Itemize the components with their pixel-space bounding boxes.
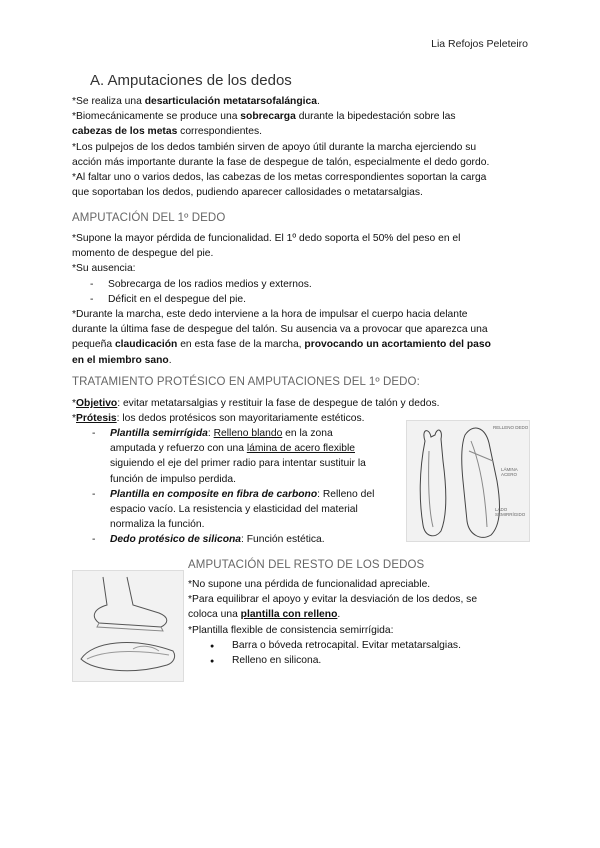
list-item: ● Relleno en silicona. <box>210 653 528 668</box>
section-title: A. Amputaciones de los dedos <box>90 72 292 89</box>
treatment-block: *Objetivo: evitar metatarsalgias y restituir la fase de despegue de talón y dedos. *Prótesis: los dedos protésicos son mayoritariamente estéticos. <box>72 398 440 425</box>
insole-illustration <box>407 421 529 541</box>
first-toe-block: *Supone la mayor pérdida de funcionalidad. El 1º dedo soporta el 50% del peso en el momento de despegue del pie. *Su ausencia: - Sobrecarga de los radios medios y externos. - Déficit en el despegue del pie. *Durante la marcha, este dedo interviene a la hora de impulsar el cuerpo hacia delante durante la última fase de despegue del talón. Su ausencia va a provocar que aparezca una pequeña claudicación en esta fase de la marcha, provocando un acortamiento del paso en el miembro sano. <box>72 231 532 368</box>
intro-block <box>72 94 532 200</box>
list-item: - Sobrecarga de los radios medios y externos. <box>88 277 532 292</box>
figure-label: LADO SEMIRRÍGIDO <box>495 507 526 517</box>
intro-line: *Al faltar uno o varios dedos, las cabezas de los metas correspondientes soportan la carga <box>72 172 487 184</box>
list-item: - Plantilla semirrígida: Relleno blando en la zona amputada y refuerzo con una lámina de acero flexible siguiendo el eje del primer radio para intentar sustituir la función de impulso perdida. <box>90 426 410 487</box>
prosthesis-list <box>90 426 410 548</box>
intro-line: *Se realiza una desarticulación metatarsofalángica. <box>72 96 320 107</box>
list-item: ● Barra o bóveda retrocapital. Evitar metatarsalgias. <box>210 638 528 653</box>
heading-first-toe: AMPUTACIÓN DEL 1º DEDO <box>72 212 226 224</box>
figure-label: RELLENO DEDO <box>493 425 529 430</box>
rest-toes-block: *No supone una pérdida de funcionalidad apreciable. *Para equilibrar el apoyo y evitar la desviación de los dedos, se coloca una plantilla con relleno. *Plantilla flexible de consistencia semirrígida: ● Barra o bóveda retrocapital. Evitar metatarsalgias. ● Relleno en silicona. <box>188 577 528 668</box>
foot-figure <box>72 570 184 682</box>
insole-figure <box>406 420 530 542</box>
intro-line: acción más importante durante la fase de despegue de talón, especialmente el dedo gordo. <box>72 156 490 168</box>
intro-line: *Biomecánicamente se produce una sobrecarga durante la bipedestación sobre las <box>72 111 456 123</box>
intro-line: que soportaban los dedos, pudiendo aparecer callosidades o metatarsalgias. <box>72 187 423 199</box>
intro-line: cabezas de los metas correspondientes. <box>72 126 263 138</box>
list-item: - Dedo protésico de silicona: Función estética. <box>90 532 410 547</box>
list-item: - Plantilla en composite en fibra de carbono: Relleno del espacio vacío. La resistencia y elasticidad del material normaliza la función. <box>90 487 410 533</box>
insole-features-list <box>188 638 528 668</box>
absence-list <box>72 277 532 307</box>
list-item: - Déficit en el despegue del pie. <box>88 292 532 307</box>
foot-illustration <box>73 571 183 681</box>
intro-line: *Los pulpejos de los dedos también sirven de apoyo útil durante la marcha ejerciendo su <box>72 141 477 153</box>
heading-treatment: TRATAMIENTO PROTÉSICO EN AMPUTACIONES DEL 1º DEDO: <box>72 376 420 388</box>
figure-label: LÁMINA ACERO <box>501 467 518 477</box>
heading-rest-toes: AMPUTACIÓN DEL RESTO DE LOS DEDOS <box>188 559 425 571</box>
author-name: Lia Refojos Peleteiro <box>431 38 528 50</box>
